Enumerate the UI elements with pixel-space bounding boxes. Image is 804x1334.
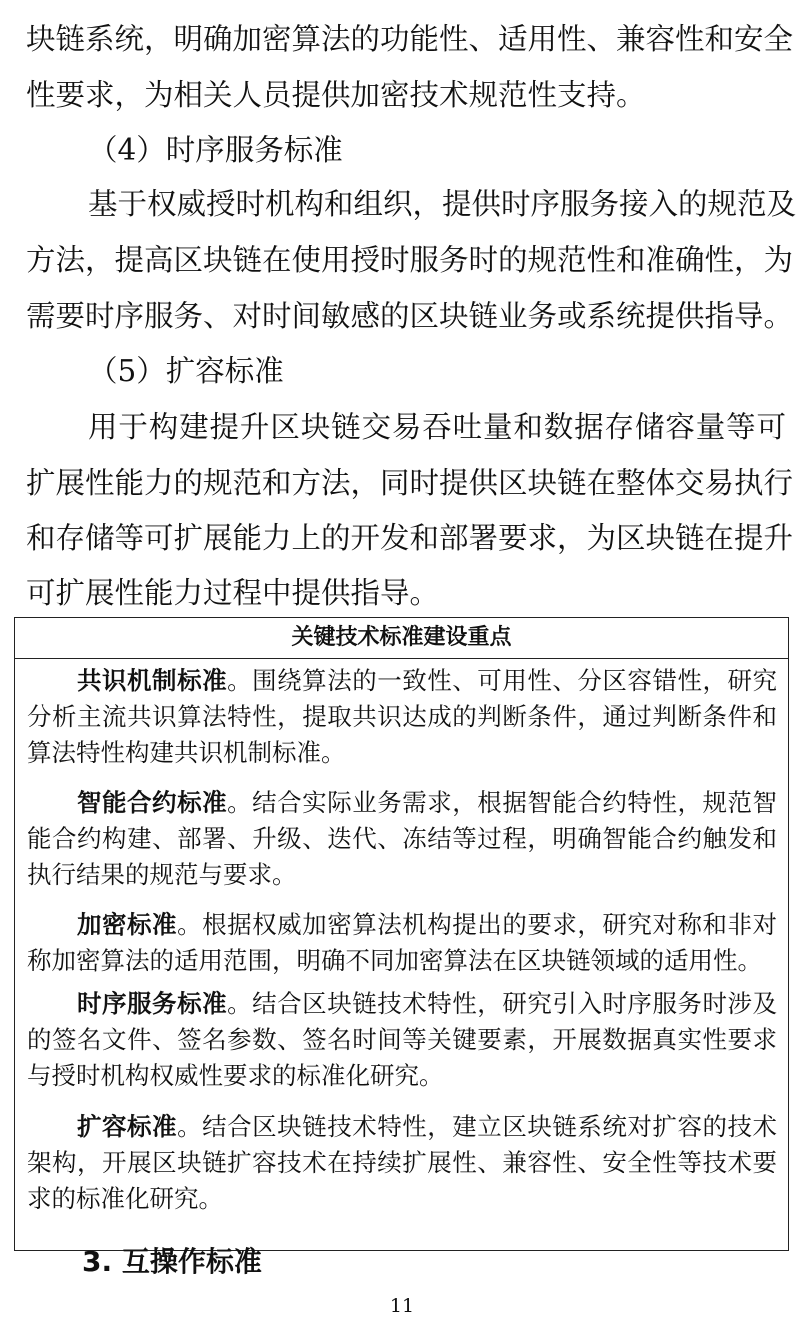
- keypoint-line: 求的标准化研究。: [27, 1184, 223, 1213]
- subsection-heading-timing: （4）时序服务标准: [88, 133, 343, 167]
- keypoint-term: 时序服务标准: [77, 989, 228, 1018]
- paragraph-line: 扩展性能力的规范和方法，同时提供区块链在整体交易执行: [26, 466, 794, 500]
- keypoint-line: 分析主流共识算法特性，提取共识达成的判断条件，通过判断条件和: [27, 702, 777, 731]
- keypoint-item-consensus: [77, 664, 777, 698]
- keypoint-term: 加密标准: [77, 910, 178, 939]
- paragraph-line: 用于构建提升区块链交易吞吐量和数据存储容量等可: [88, 410, 786, 444]
- paragraph-line: 方法，提高区块链在使用授时服务时的规范性和准确性，为: [26, 243, 794, 277]
- keypoint-term: 共识机制标准: [77, 666, 228, 695]
- keypoint-term: 智能合约标准: [77, 788, 228, 817]
- paragraph-line: 需要时序服务、对时间敏感的区块链业务或系统提供指导。: [26, 299, 794, 333]
- paragraph-line: 可扩展性能力过程中提供指导。: [26, 576, 440, 610]
- page-number: 11: [389, 1295, 415, 1317]
- paragraph-line: 性要求，为相关人员提供加密技术规范性支持。: [26, 78, 646, 112]
- subsection-heading-scaling: （5）扩容标准: [88, 354, 284, 388]
- section-heading-interoperability: 3. 互操作标准: [82, 1245, 262, 1278]
- keypoint-text: 。结合区块链技术特性，建立区块链系统对扩容的技术: [177, 1112, 778, 1141]
- keypoints-box: [14, 617, 789, 1251]
- keypoint-item-smart-contract: [77, 786, 777, 820]
- keypoint-text: 。结合实际业务需求，根据智能合约特性，规范智: [227, 788, 778, 817]
- paragraph-line: 基于权威授时机构和组织，提供时序服务接入的规范及: [88, 187, 797, 221]
- keypoints-title: 关键技术标准建设重点: [15, 618, 788, 659]
- keypoint-line: 算法特性构建共识机制标准。: [27, 738, 346, 767]
- keypoint-line: 架构，开展区块链扩容技术在持续扩展性、兼容性、安全性等技术要: [27, 1148, 777, 1177]
- keypoint-text: 。结合区块链技术特性，研究引入时序服务时涉及: [227, 989, 778, 1018]
- keypoint-line: 的签名文件、签名参数、签名时间等关键要素，开展数据真实性要求: [27, 1025, 777, 1054]
- keypoint-line: 能合约构建、部署、升级、迭代、冻结等过程，明确智能合约触发和: [27, 824, 777, 853]
- keypoint-text: 。根据权威加密算法机构提出的要求，研究对称和非对: [177, 910, 778, 939]
- keypoint-item-scaling: [77, 1110, 777, 1144]
- keypoint-term: 扩容标准: [77, 1112, 178, 1141]
- keypoint-item-encryption: [77, 908, 777, 942]
- paragraph-line: 块链系统，明确加密算法的功能性、适用性、兼容性和安全: [26, 22, 794, 56]
- paragraph-line: 和存储等可扩展能力上的开发和部署要求，为区块链在提升: [26, 521, 794, 555]
- keypoint-item-timing: [77, 987, 777, 1021]
- keypoint-line: 称加密算法的适用范围，明确不同加密算法在区块链领域的适用性。: [27, 946, 762, 975]
- keypoint-line: 执行结果的规范与要求。: [27, 860, 297, 889]
- keypoint-text: 。围绕算法的一致性、可用性、分区容错性，研究: [227, 666, 778, 695]
- keypoint-line: 与授时机构权威性要求的标准化研究。: [27, 1061, 444, 1090]
